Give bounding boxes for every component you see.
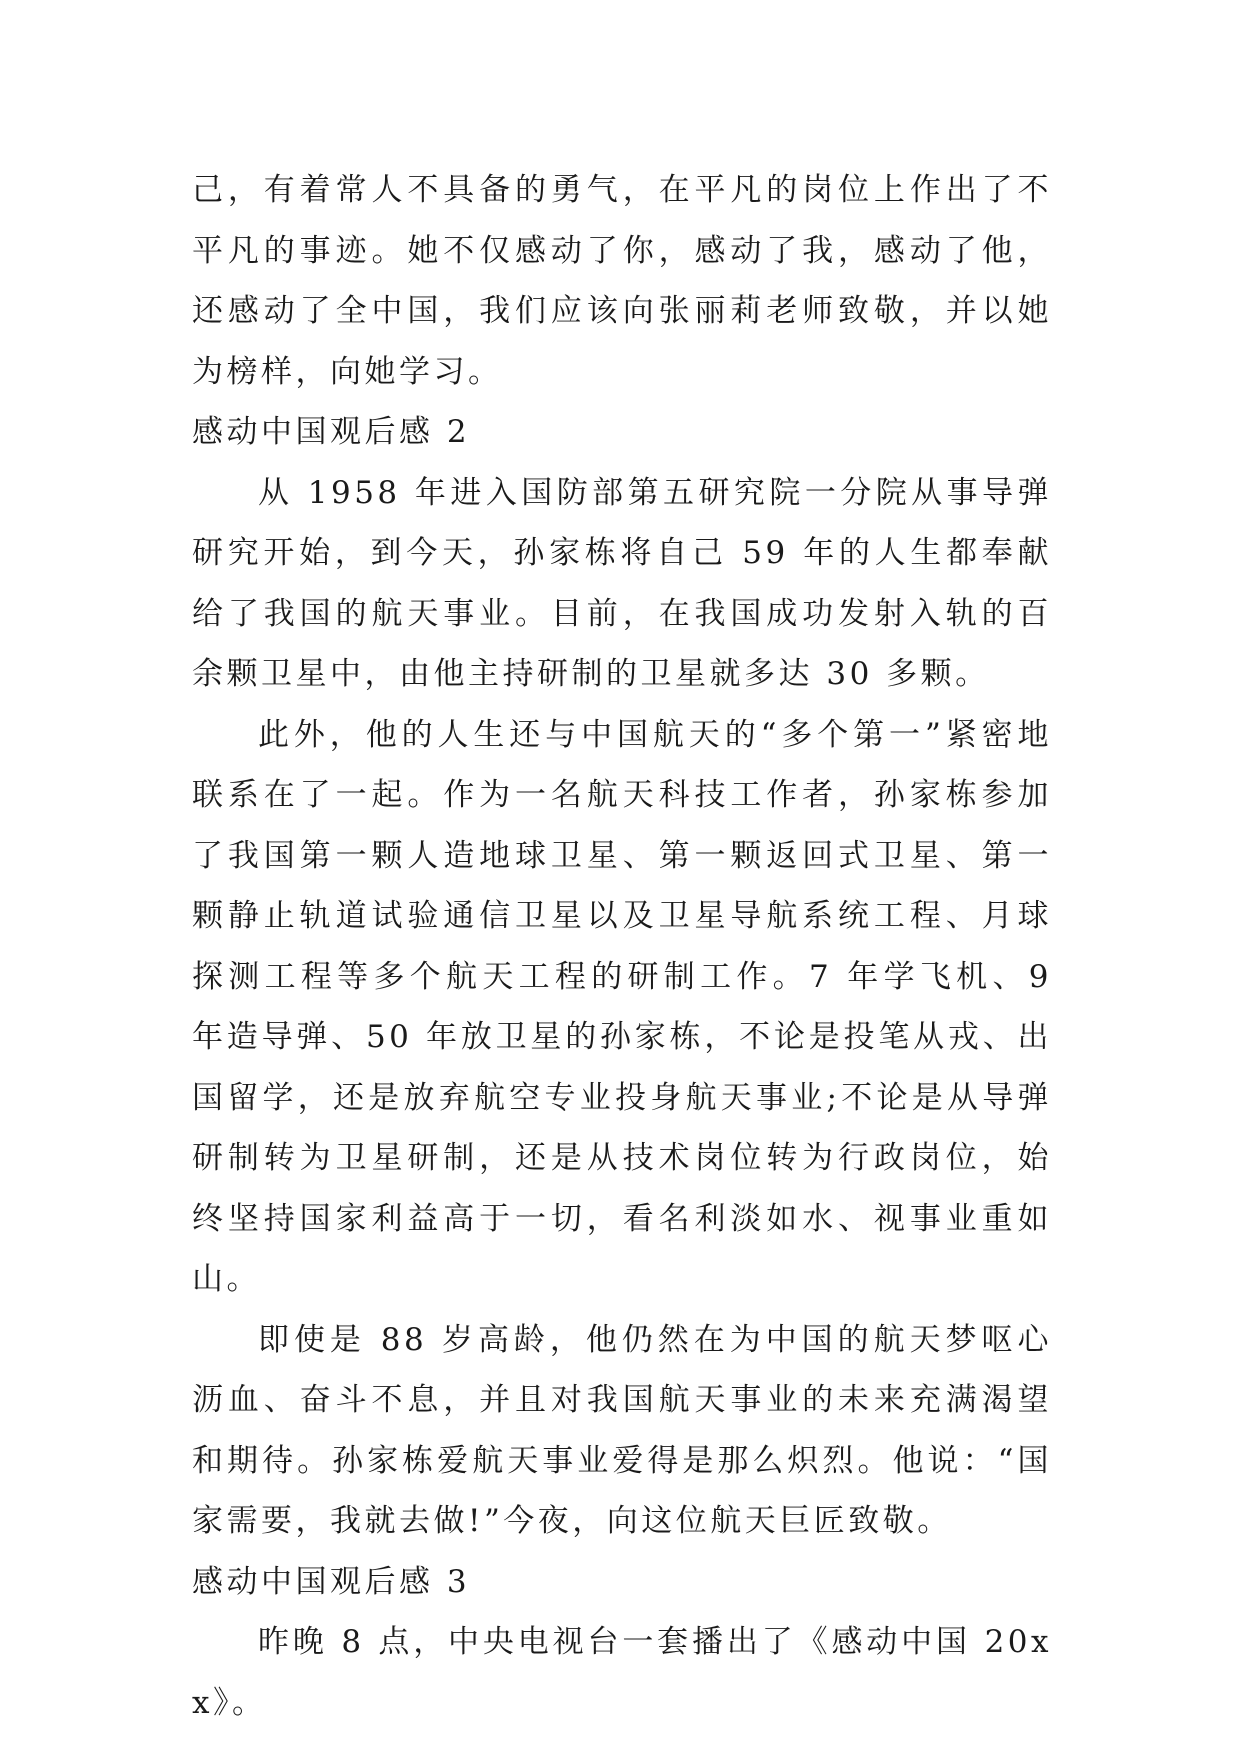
paragraph: 从 1958 年进入国防部第五研究院一分院从事导弹研究开始，到今天，孙家栋将自己 59 年的人生都奉献给了我国的航天事业。目前，在我国成功发射入轨的百余颗卫星中，由他主持研制的卫星就多达 30 多颗。: [192, 474, 1052, 692]
document-body: [192, 160, 1052, 1733]
paragraph: 昨晚 8 点，中央电视台一套播出了《感动中国 20xx》。: [192, 1624, 1052, 1721]
section-heading-2: 感动中国观后感 2: [192, 414, 471, 450]
paragraph: 即使是 88 岁高龄，他仍然在为中国的航天梦呕心沥血、奋斗不息，并且对我国航天事业的未来充满渴望和期待。孙家栋爱航天事业爱得是那么炽烈。他说：“国家需要，我就去做!”今夜，向这位航天巨匠致敬。: [192, 1321, 1052, 1539]
paragraph: 此外，他的人生还与中国航天的“多个第一”紧密地联系在了一起。作为一名航天科技工作者，孙家栋参加了我国第一颗人造地球卫星、第一颗返回式卫星、第一颗静止轨道试验通信卫星以及卫星导航系统工程、月球探测工程等多个航天工程的研制工作。7 年学飞机、9 年造导弹、50 年放卫星的孙家栋，不论是投笔从戎、出国留学，还是放弃航空专业投身航天事业;不论是从导弹研制转为卫星研制，还是从技术岗位转为行政岗位，始终坚持国家利益高于一切，看名利淡如水、视事业重如山。: [192, 716, 1052, 1297]
paragraph-continuation: 己，有着常人不具备的勇气，在平凡的岗位上作出了不平凡的事迹。她不仅感动了你，感动了我，感动了他，还感动了全中国，我们应该向张丽莉老师致敬，并以她为榜样，向她学习。: [192, 172, 1052, 390]
section-heading-3: 感动中国观后感 3: [192, 1563, 471, 1600]
